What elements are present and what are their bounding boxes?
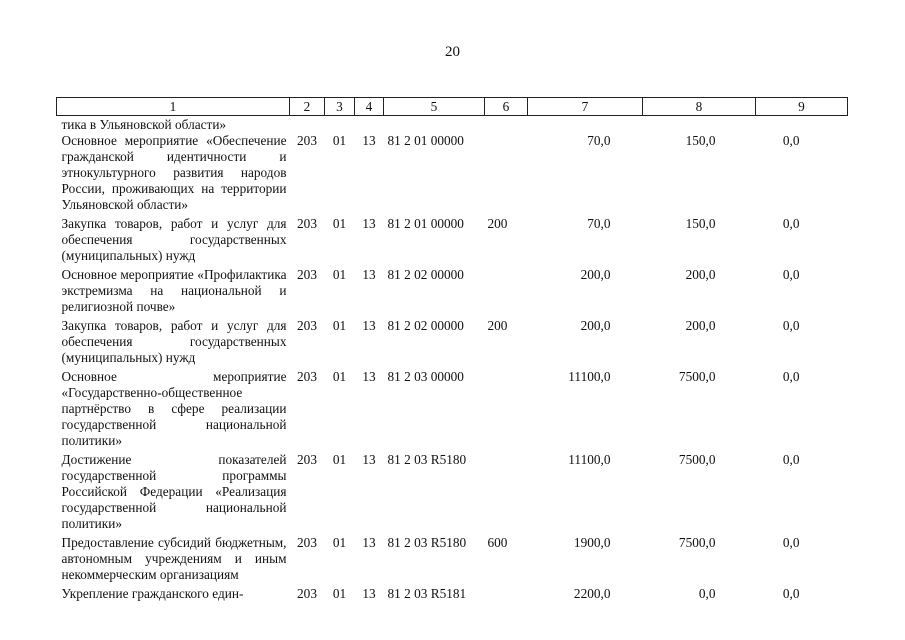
row-col-3: 01: [332, 267, 347, 282]
table-row: [57, 586, 848, 605]
row-col-5: 81 2 03 R5180: [387, 535, 467, 550]
row-col-8: 7500,0: [678, 535, 716, 550]
table-row: [57, 216, 848, 267]
row-col-6: 200: [487, 318, 508, 333]
row-col-4: 13: [362, 452, 376, 467]
header-row: [57, 98, 848, 116]
header-col-1: 1: [57, 98, 290, 116]
row-col-3: 01: [332, 133, 347, 148]
row-col-2: 203: [297, 133, 317, 148]
table-body: [57, 116, 848, 606]
row-col-2: 203: [297, 318, 317, 333]
row-col-8: 0,0: [698, 586, 716, 601]
row-col-9: 0,0: [782, 267, 800, 282]
row-col-6: 600: [487, 535, 508, 550]
page-number: 20: [445, 44, 460, 60]
row-col-3: 01: [332, 369, 347, 384]
header-col-5: 5: [384, 98, 485, 116]
row-col-8: 200,0: [685, 318, 716, 333]
row-name: Укрепление гражданского един-: [61, 586, 244, 601]
row-col-4: 13: [362, 535, 376, 550]
row-name: Основное мероприятие «Профилактика экстремизма на национальной и религиозной почве»: [61, 267, 287, 314]
row-col-7: 11100,0: [568, 452, 611, 467]
row-col-9: 0,0: [782, 535, 800, 550]
row-col-9: 0,0: [782, 216, 800, 231]
row-col-8: 7500,0: [678, 369, 716, 384]
header-col-8: 8: [643, 98, 756, 116]
table-row: [57, 133, 848, 216]
row-name: Основное мероприятие «Обеспечение гражданской идентичности и этнокультурного развития народов России, проживающих на территории Ульяновской области»: [61, 133, 287, 212]
table-row: [57, 318, 848, 369]
row-name: Достижение показателей государственной программы Российской Федерации «Реализация государственной национальной политики»: [61, 452, 287, 531]
row-col-5: 81 2 03 R5180: [387, 452, 467, 467]
row-col-3: 01: [332, 216, 347, 231]
row-col-2: 203: [297, 586, 317, 601]
row-col-2: 203: [297, 267, 317, 282]
budget-table: [56, 97, 848, 605]
row-col-9: 0,0: [782, 452, 800, 467]
row-col-5: 81 2 02 00000: [387, 267, 464, 282]
row-col-5: 81 2 03 00000: [387, 369, 464, 384]
row-col-8: 150,0: [685, 216, 716, 231]
row-name: Закупка товаров, работ и услуг для обеспечения государственных (муниципальных) нужд: [61, 216, 287, 263]
row-col-9: 0,0: [782, 133, 800, 148]
row-col-8: 200,0: [685, 267, 716, 282]
row-col-7: 200,0: [580, 267, 611, 282]
row-col-5: 81 2 02 00000: [387, 318, 464, 333]
row-col-2: 203: [297, 369, 317, 384]
row-name: Основное мероприятие «Государственно-общественное партнёрство в сфере реализации государственной национальной политики»: [61, 369, 287, 448]
table-header: [57, 98, 848, 116]
row-col-7: 2200,0: [573, 586, 611, 601]
row-col-6: [485, 452, 528, 535]
row-col-9: 0,0: [782, 369, 800, 384]
row-col-5: 81 2 03 R5181: [387, 586, 467, 601]
header-col-2: 2: [290, 98, 325, 116]
row-col-7: 70,0: [587, 216, 611, 231]
row-col-2: 203: [297, 216, 317, 231]
row-col-4: 13: [362, 318, 376, 333]
row-col-5: 81 2 01 00000: [387, 133, 464, 148]
header-col-7: 7: [528, 98, 643, 116]
row-col-6: [485, 369, 528, 452]
row-name: Закупка товаров, работ и услуг для обеспечения государственных (муниципальных) нужд: [61, 318, 287, 365]
row-col-9: 0,0: [782, 318, 800, 333]
row-col-4: 13: [362, 133, 376, 148]
row-col-4: 13: [362, 369, 376, 384]
row-col-7: 200,0: [580, 318, 611, 333]
row-col-3: 01: [332, 535, 347, 550]
header-col-4: 4: [355, 98, 384, 116]
table-row: [57, 452, 848, 535]
row-col-4: 13: [362, 216, 376, 231]
row-col-2: 203: [297, 535, 317, 550]
row-col-9: 0,0: [782, 586, 800, 601]
row-col-8: 7500,0: [678, 452, 716, 467]
row-col-7: 70,0: [587, 133, 611, 148]
row-col-4: 13: [362, 267, 376, 282]
continuation-row: [57, 116, 848, 134]
row-col-7: 1900,0: [573, 535, 611, 550]
header-col-3: 3: [325, 98, 355, 116]
row-col-6: [485, 586, 528, 605]
row-col-3: 01: [332, 586, 347, 601]
row-col-5: 81 2 01 00000: [387, 216, 464, 231]
header-col-6: 6: [485, 98, 528, 116]
row-col-4: 13: [362, 586, 376, 601]
row-col-3: 01: [332, 452, 347, 467]
row-col-6: [485, 133, 528, 216]
table-row: [57, 369, 848, 452]
row-col-3: 01: [332, 318, 347, 333]
continuation-text: тика в Ульяновской области»: [61, 117, 227, 132]
row-name: Предоставление субсидий бюджетным, автономным учреждениям и иным некоммерческим организациям: [61, 535, 287, 582]
row-col-8: 150,0: [685, 133, 716, 148]
row-col-6: [485, 267, 528, 318]
header-col-9: 9: [756, 98, 848, 116]
row-col-2: 203: [297, 452, 317, 467]
table-row: [57, 267, 848, 318]
row-col-6: 200: [487, 216, 508, 231]
table-row: [57, 535, 848, 586]
row-col-7: 11100,0: [568, 369, 611, 384]
